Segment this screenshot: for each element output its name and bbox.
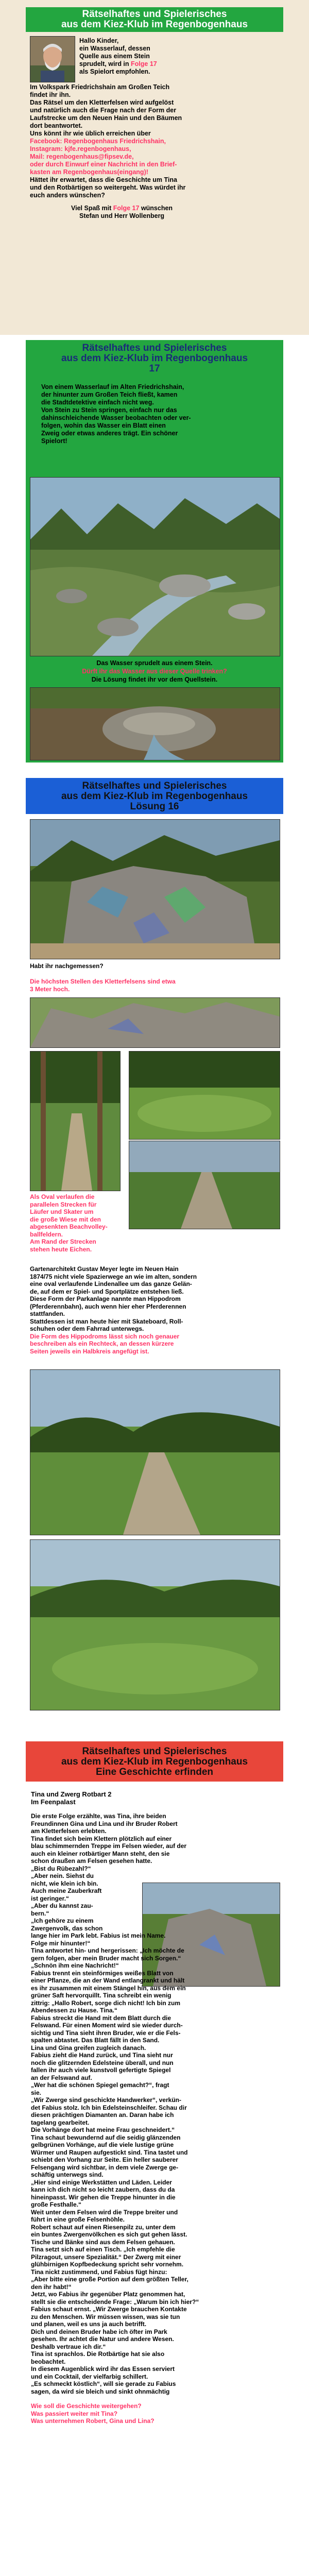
story-title-line1: Rätselhaftes und Spielerisches	[82, 1746, 227, 1757]
s16-oval-track-photo	[30, 1051, 121, 1191]
body-line: Laufstrecke um den Neuen Hain und den Bäumen	[30, 114, 182, 122]
s17-title-line2: aus dem Kiez-Klub im Regenbogenhaus	[61, 353, 248, 364]
story-panel	[26, 1741, 283, 2576]
story-body: Die erste Folge erzählte, was Tina, ihre beiden Freundinnen Gina und Lina und ihr Bruder Robert am Kletterfelsen erlebten. Tina findet sich beim Klettern plötzlich auf einer blau schimmernden Treppe im Felsen wieder, auf der auch ein kleiner rotbärtiger Mann steht, den sie schon draußen am Felsen gesehen hatte. „Bist du Rübezahl?“ „Aber nein. Siehst du nicht, wie klein ich bin. Auch meine Zauberkraft ist geringer.“ „Aber du kannst zau- bern.“ „Ich gehöre zu einem Zwergenvolk, das schon lange hier im Park lebt. Fabius ist mein Name. Folge mir hinunter!“ Tina antwortet hin- und hergerissen: „Ich möchte de gern folgen, aber mein Bruder macht sich Sorgen.“ „Schnön ihm eine Nachricht!“ Fabius trennt ein steinförmiges weißes Blatt von einer Pflanze, die an der Wand entlangrankt und hält es ihr zusammen mit einem Stängel hin, aus dem ein grüner Saft hervorquillt. Tina schreibt ein wenig zittrig: „Hallo Robert, sorge dich nicht! Ich bin zum Abendessen zu Hause. Tina.“ Fabius streckt die Hand mit dem Blatt durch die Felswand. Für einen Moment wird sie wieder durch- sichtig und Tina sieht ihren Bruder, wie er die Fels- spalten abtastet. Das Blatt fällt in den Sand. Lina und Gina greifen zugleich danach. Fabius zieht die Hand zurück, und Tina sieht nur noch die glitzernden Edelsteine überall, und nun fallen ihr auch viele kunstvoll gefertigte Spiegel an der Felswand auf. „Wer hat die schönen Spiegel gemacht?“, fragt sie. „Wir Zwerge sind geschickte Handwerker“, verkün- det Fabius stolz. Ich bin Edelsteinschleifer. Schau dir diesen prächtigen Diamanten an. Daran habe ich tagelang gearbeitet. Die Vorhänge dort hat meine Frau geschneidert.“ Tina schaut bewundernd auf die seidig glänzenden gelbgrünen Vorhänge, auf die viele lustige grüne Würmer und Raupen aufgestickt sind. Tina tastet und schiebt den Vorhang zur Seite. Ein heller sauberer Felsengang wird sichtbar, in dem viele Zwerge ge- schäftig unterwegs sind. „Hier sind einige Werkstätten und Läden. Leider kann ich dich nicht so leicht zaubern, dass du da hineinpasst. Wir gehen die Treppe hinunter in die große Festhalle.“ Weit unter dem Felsen wird die Treppe breiter und führt in eine große Felsenhöhle. Robert schaut auf einen Riesenpilz zu, unter dem ein buntes Zwergenvölkchen es sich gut gehen lässt. Tische und Bänke sind aus dem Felsen gehauen. Tina setzt sich auf einen Tisch. „Ich empfehle die Pilzragout, unsere Spezialität.“ Der Zwerg mit einer glühbirnigen Kopfbedeckung spricht sehr vornehm. Tina nickt zustimmend, und Fabius fügt hinzu: „Aber bitte eine große Portion auf dem größten Teller, den ihr habt!“ Jetzt, wo Fabius ihr gegenüber Platz genommen hat, stellt sie die entscheidende Frage: „Warum bin ich hier?“ Fabius schaut ernst. „Wir Zwerge brauchen Kontakte zu den Menschen. Wir müssen wissen, was sie tun und planen, weil es uns ja auch betrifft. Dich und deinen Bruder habe ich öfter im Park gesehen. Ihr achtet die Natur und andere Wesen. Deshalb vertraue ich dir.“ Tina ist sprachlos. Die Rotbärtige hat sie also beobachtet. In diesem Augenblick wird ihr das Essen serviert und ein Cocktail, der vielfarbig schillert. „Es schmeckt köstlich“, will sie gerade zu Fabius sagen, da wird sie bleich und sinkt ohnmächtig Wie soll die Geschichte weitergehen? Was passiert weiter mit Tina? Was unternehmen Robert, Gina und Lina?	[31, 1812, 280, 2425]
s17-title-line3: 17	[149, 363, 160, 374]
s16-title-line2: aus dem Kiez-Klub im Regenbogenhaus	[61, 791, 248, 802]
greeting-line: Quelle aus einem Stein	[79, 53, 150, 60]
body-line: findet ihr ihn.	[30, 91, 71, 98]
portrait-image	[30, 37, 75, 82]
story-title-line3: Eine Geschichte erfinden	[95, 1767, 214, 1777]
contact-block	[30, 138, 280, 176]
intro-title-banner	[26, 7, 283, 32]
s16-park-photo-2	[30, 1539, 280, 1710]
s16-pink-text: Die Form des Hippodroms lässt sich noch genauer beschreiben als ein Rechteck, an dessen kürzere Seiten jeweils ein Halbkreis angefügt ist.	[30, 1332, 180, 1355]
intro-title-line2: aus dem Kiez-Klub im Regenbogenhaus	[61, 19, 248, 30]
greeting-line: als Spielort empfohlen.	[79, 68, 150, 75]
s17-stream-photo	[30, 477, 280, 656]
greeting-line: sprudelt, wird in Folge 17	[79, 60, 157, 67]
rock-closeup-image	[30, 998, 280, 1047]
s16-content	[26, 814, 283, 1726]
intro-section	[0, 0, 309, 335]
section-17	[0, 335, 309, 773]
s17-line: Von einem Wasserlauf im Alten Friedrichshain,	[41, 383, 184, 391]
body-line: Das Rätsel um den Kletterfelsen wird aufgelöst	[30, 99, 174, 106]
s17-caption3: Die Lösung findet ihr vor dem Quellstein.	[91, 676, 218, 683]
contact-facebook[interactable]: Facebook: Regenbogenhaus Friedrichshain,	[30, 138, 166, 145]
signoff: Viel Spaß mit Folge 17 wünschen	[71, 205, 173, 212]
s16-answer1: Die höchsten Stellen des Kletterfelsens sind etwa 3 Meter hoch.	[30, 978, 176, 993]
section-story	[0, 1731, 309, 2576]
s16-title-line3: Lösung 16	[130, 801, 179, 812]
s17-body	[41, 383, 268, 445]
s17-line: die Stadtdetektive einfach nicht weg.	[41, 399, 154, 406]
s17-line: der hinunter zum Großen Teich fließt, kamen	[41, 391, 178, 398]
spring-stone-image	[30, 688, 280, 760]
park-image-1	[30, 1370, 280, 1535]
story-heading: Tina und Zwerg Rotbart 2 Im Feenpalast	[31, 1790, 112, 1806]
intro-greeting	[79, 37, 280, 76]
meadow-image	[129, 1052, 280, 1139]
intro-body	[26, 32, 283, 335]
s16-park-photo-1	[30, 1369, 280, 1535]
body-line: Im Volkspark Friedrichshain am Großen Teich	[30, 83, 170, 91]
contact-line: oder durch Einwurf einer Nachricht in den Brief-	[30, 161, 177, 168]
signoff-folge: Folge 17	[113, 205, 140, 212]
s17-line: Von Stein zu Stein springen, einfach nur das	[41, 406, 177, 414]
section-loesung-16	[0, 773, 309, 1731]
s17-title-banner	[26, 340, 283, 376]
s17-text-block	[26, 376, 283, 474]
intro-body-text	[30, 83, 280, 220]
s16-meadow-photo	[129, 1051, 280, 1140]
s17-line: dahinschleichende Wasser beobachten oder ver-	[41, 414, 191, 421]
contact-mail[interactable]: Mail: regenbogenhaus@fipsev.de,	[30, 153, 134, 160]
greeting-line: Hallo Kinder,	[79, 37, 119, 44]
s17-caption1: Das Wasser sprudelt aus einem Stein.	[96, 659, 213, 667]
park-image-2	[30, 1540, 280, 1710]
s16-body: Gartenarchitekt Gustav Meyer legte im Neuen Hain 1874/75 nicht viele Spazierwege an wie im alten, sondern eine oval verlaufende Lindenallee um das ganze Gelän- de, auf dem er Spiel- und Sportplätze entstehen ließ. Diese Form der Parkanlage nannte man Hippodrom (Pferderennbahn), auch wenn hier eher Pferderennen stattfanden. Stattdessen ist man heute hier mit Skateboard, Roll- schuhen oder dem Fahrrad unterwegs. Die Form des Hippodroms lässt sich noch genauer beschreiben als ein Rechteck, an dessen kürzere Seiten jeweils ein Halbkreis angefügt ist.	[30, 1265, 279, 1355]
stream-image	[30, 478, 280, 656]
closing-line: Hättet ihr erwartet, dass die Geschichte um Tina	[30, 176, 177, 183]
body-line: und natürlich auch die Frage nach der Form der	[30, 107, 177, 114]
contact-line: kasten am Regenbogenhaus(eingang)!	[30, 168, 148, 176]
s16-rock-closeup-photo	[30, 997, 280, 1048]
climbing-rock-image	[30, 820, 280, 959]
s16-title-banner	[26, 778, 283, 814]
s17-title-line1: Rätselhaftes und Spielerisches	[82, 343, 227, 353]
intro-portrait-photo	[30, 36, 75, 82]
story-title-banner	[26, 1741, 283, 1782]
s17-caption2: Dürft ihr das Wasser aus dieser Quelle trinken?	[82, 668, 227, 675]
oval-track-image	[30, 1052, 120, 1191]
closing-line: und den Rotbärtigen so weitergeht. Was würdet ihr	[30, 184, 186, 191]
s17-line: folgen, wohin das Wasser ein Blatt einen	[41, 422, 166, 429]
s16-answer2: Als Oval verlaufen die parallelen Strecken für Läufer und Skater um die große Wiese mit den abgesenkten Beachvolley- ballfeldern. Am Rand der Strecken stehen heute Eichen.	[30, 1193, 108, 1253]
story-content	[26, 1782, 283, 2576]
s17-line: Spielort!	[41, 437, 67, 445]
greeting-folge: Folge 17	[131, 60, 157, 67]
intro-title-line1: Rätselhaftes und Spielerisches	[82, 9, 227, 20]
s16-path-photo	[129, 1141, 280, 1229]
contact-instagram[interactable]: Instagram: kjfe.regenbogenhaus,	[30, 145, 131, 152]
s16-panel	[26, 778, 283, 1726]
closing-line: euch anders wünschen?	[30, 192, 105, 199]
s16-question: Habt ihr nachgemessen?	[30, 962, 104, 970]
s16-climbing-rock-photo	[30, 819, 280, 959]
story-questions: Wie soll die Geschichte weitergehen? Was passiert weiter mit Tina? Was unternehmen Robert, Gina und Lina?	[31, 2402, 154, 2425]
body-line: dort beantwortet.	[30, 122, 83, 129]
greeting-line: ein Wasserlauf, dessen	[79, 45, 150, 52]
s17-spring-stone-photo	[30, 687, 280, 760]
s17-photo-block	[26, 474, 283, 762]
s16-title-line1: Rätselhaftes und Spielerisches	[82, 781, 227, 791]
s17-line: Zweig oder etwas anderes trägt. Ein schöner	[41, 430, 178, 437]
signoff-names: Stefan und Herr Wollenberg	[79, 212, 165, 219]
path-image	[129, 1141, 280, 1229]
body-line: Uns könnt ihr wie üblich erreichen über	[30, 130, 151, 137]
story-title-line2: aus dem Kiez-Klub im Regenbogenhaus	[61, 1756, 248, 1767]
